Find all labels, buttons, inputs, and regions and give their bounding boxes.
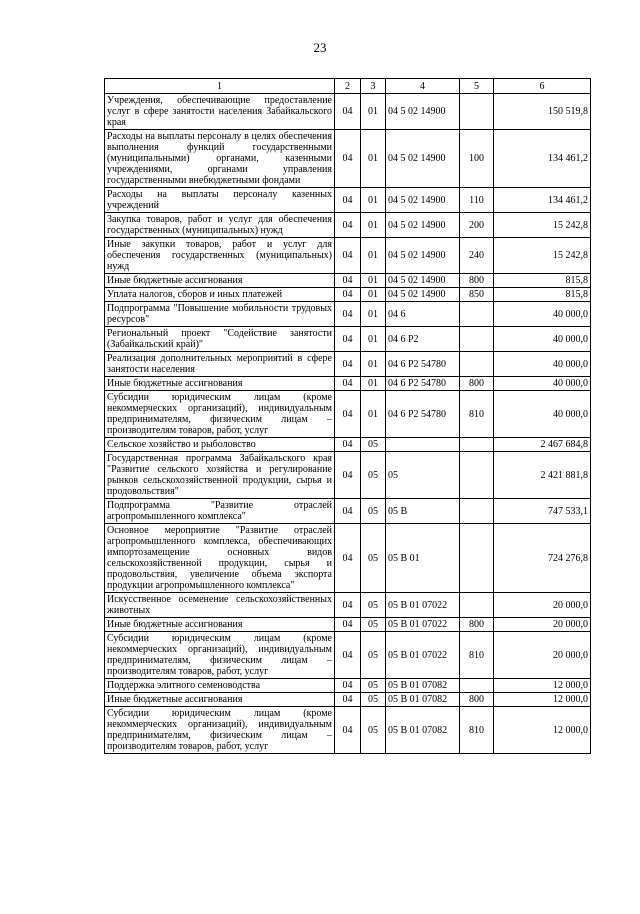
table-row <box>105 632 591 679</box>
row-target-code: 04 5 02 14900 <box>386 238 460 274</box>
row-target-code: 04 5 02 14900 <box>386 94 460 130</box>
table-row <box>105 391 591 438</box>
table-row <box>105 593 591 618</box>
row-amount: 150 519,8 <box>494 94 591 130</box>
row-target-code: 04 6 <box>386 302 460 327</box>
row-amount: 12 000,0 <box>494 707 591 754</box>
row-section: 04 <box>335 693 361 707</box>
row-section: 04 <box>335 188 361 213</box>
table-row <box>105 213 591 238</box>
row-subsection: 05 <box>361 632 386 679</box>
row-section: 04 <box>335 632 361 679</box>
row-section: 04 <box>335 707 361 754</box>
row-amount: 40 000,0 <box>494 302 591 327</box>
row-expense-type: 200 <box>460 213 494 238</box>
table-row <box>105 524 591 593</box>
row-expense-type: 800 <box>460 377 494 391</box>
row-expense-type: 800 <box>460 274 494 288</box>
row-expense-type: 810 <box>460 707 494 754</box>
row-target-code: 05 В 01 07022 <box>386 632 460 679</box>
row-section: 04 <box>335 274 361 288</box>
row-section: 04 <box>335 377 361 391</box>
table-row <box>105 707 591 754</box>
table-row <box>105 327 591 352</box>
row-amount: 15 242,8 <box>494 238 591 274</box>
row-amount: 40 000,0 <box>494 377 591 391</box>
row-section: 04 <box>335 130 361 188</box>
row-subsection: 05 <box>361 707 386 754</box>
row-target-code: 05 В 01 07082 <box>386 693 460 707</box>
page-number: 23 <box>313 40 327 55</box>
row-section: 04 <box>335 327 361 352</box>
row-name: Иные бюджетные ассигнования <box>105 693 335 707</box>
row-section: 04 <box>335 302 361 327</box>
row-section: 04 <box>335 524 361 593</box>
row-expense-type <box>460 499 494 524</box>
row-target-code: 04 6 P2 54780 <box>386 352 460 377</box>
row-name: Сельское хозяйство и рыболовство <box>105 438 335 452</box>
row-expense-type: 800 <box>460 693 494 707</box>
row-subsection: 01 <box>361 352 386 377</box>
table-header-row <box>105 79 591 94</box>
row-section: 04 <box>335 593 361 618</box>
budget-table <box>104 78 591 754</box>
row-subsection: 05 <box>361 452 386 499</box>
row-expense-type: 110 <box>460 188 494 213</box>
table-row <box>105 302 591 327</box>
row-expense-type <box>460 438 494 452</box>
row-target-code: 05 В 01 07022 <box>386 618 460 632</box>
table-row <box>105 274 591 288</box>
table-row <box>105 452 591 499</box>
row-amount: 2 467 684,8 <box>494 438 591 452</box>
table-row <box>105 377 591 391</box>
row-expense-type: 810 <box>460 632 494 679</box>
table-row <box>105 94 591 130</box>
row-section: 04 <box>335 352 361 377</box>
row-target-code: 05 В 01 07022 <box>386 593 460 618</box>
row-name: Иные бюджетные ассигнования <box>105 618 335 632</box>
row-name: Закупка товаров, работ и услуг для обеспечения государственных (муниципальных) нужд <box>105 213 335 238</box>
row-expense-type <box>460 593 494 618</box>
row-expense-type: 240 <box>460 238 494 274</box>
column-header-3: 3 <box>361 79 386 94</box>
row-amount: 20 000,0 <box>494 618 591 632</box>
row-target-code: 05 В 01 07082 <box>386 707 460 754</box>
column-header-1: 1 <box>105 79 335 94</box>
row-subsection: 05 <box>361 524 386 593</box>
table-row <box>105 499 591 524</box>
row-amount: 40 000,0 <box>494 352 591 377</box>
table-body <box>105 94 591 754</box>
row-target-code: 04 5 02 14900 <box>386 188 460 213</box>
row-target-code: 04 5 02 14900 <box>386 288 460 302</box>
table-row <box>105 438 591 452</box>
column-header-6: 6 <box>494 79 591 94</box>
row-target-code: 04 6 P2 <box>386 327 460 352</box>
table-row <box>105 618 591 632</box>
row-subsection: 01 <box>361 130 386 188</box>
row-target-code: 04 5 02 14900 <box>386 213 460 238</box>
row-expense-type <box>460 679 494 693</box>
row-expense-type <box>460 94 494 130</box>
row-subsection: 01 <box>361 288 386 302</box>
row-name: Расходы на выплаты персоналу казенных учреждений <box>105 188 335 213</box>
row-name: Уплата налогов, сборов и иных платежей <box>105 288 335 302</box>
row-name: Подпрограмма "Развитие отраслей агропромышленного комплекса" <box>105 499 335 524</box>
row-amount: 134 461,2 <box>494 188 591 213</box>
row-section: 04 <box>335 213 361 238</box>
row-name: Субсидии юридическим лицам (кроме некоммерческих организаций), индивидуальным предпринимателям, физическим лицам – производителям товаров, работ, услуг <box>105 632 335 679</box>
row-amount: 15 242,8 <box>494 213 591 238</box>
row-amount: 747 533,1 <box>494 499 591 524</box>
row-section: 04 <box>335 391 361 438</box>
row-section: 04 <box>335 438 361 452</box>
row-section: 04 <box>335 238 361 274</box>
row-amount: 815,8 <box>494 288 591 302</box>
row-subsection: 01 <box>361 94 386 130</box>
row-subsection: 01 <box>361 274 386 288</box>
row-subsection: 05 <box>361 593 386 618</box>
row-subsection: 05 <box>361 438 386 452</box>
row-target-code: 05 В 01 07082 <box>386 679 460 693</box>
row-subsection: 01 <box>361 238 386 274</box>
row-subsection: 01 <box>361 391 386 438</box>
table-row <box>105 188 591 213</box>
row-target-code: 04 6 P2 54780 <box>386 377 460 391</box>
row-subsection: 05 <box>361 618 386 632</box>
row-target-code: 04 6 P2 54780 <box>386 391 460 438</box>
table-row <box>105 130 591 188</box>
row-expense-type <box>460 352 494 377</box>
row-amount: 12 000,0 <box>494 693 591 707</box>
row-name: Реализация дополнительных мероприятий в сфере занятости населения <box>105 352 335 377</box>
row-amount: 40 000,0 <box>494 391 591 438</box>
row-name: Иные закупки товаров, работ и услуг для обеспечения государственных (муниципальных) нужд <box>105 238 335 274</box>
row-section: 04 <box>335 618 361 632</box>
table-row <box>105 693 591 707</box>
row-subsection: 05 <box>361 499 386 524</box>
row-target-code: 05 В 01 <box>386 524 460 593</box>
row-name: Поддержка элитного семеноводства <box>105 679 335 693</box>
row-amount: 134 461,2 <box>494 130 591 188</box>
row-section: 04 <box>335 288 361 302</box>
row-expense-type <box>460 524 494 593</box>
column-header-4: 4 <box>386 79 460 94</box>
row-section: 04 <box>335 679 361 693</box>
row-name: Государственная программа Забайкальского края "Развитие сельского хозяйства и регулирование рынков сельскохозяйственной продукции, сырья и продовольствия" <box>105 452 335 499</box>
row-subsection: 05 <box>361 693 386 707</box>
column-header-2: 2 <box>335 79 361 94</box>
row-amount: 724 276,8 <box>494 524 591 593</box>
row-subsection: 01 <box>361 213 386 238</box>
row-name: Иные бюджетные ассигнования <box>105 377 335 391</box>
row-section: 04 <box>335 94 361 130</box>
row-subsection: 05 <box>361 679 386 693</box>
table-row <box>105 352 591 377</box>
row-section: 04 <box>335 499 361 524</box>
table-row <box>105 288 591 302</box>
row-expense-type: 800 <box>460 618 494 632</box>
row-name: Региональный проект "Содействие занятости (Забайкальский край)" <box>105 327 335 352</box>
row-subsection: 01 <box>361 302 386 327</box>
row-name: Основное мероприятие "Развитие отраслей агропромышленного комплекса, обеспечивающих импортозамещение основных видов сельскохозяйственной продукции, сырья и продовольствия, увеличение объема экспорта продукции агропромышленного комплекса" <box>105 524 335 593</box>
row-expense-type: 100 <box>460 130 494 188</box>
row-name: Субсидии юридическим лицам (кроме некоммерческих организаций), индивидуальным предпринимателям, физическим лицам – производителям товаров, работ, услуг <box>105 391 335 438</box>
row-amount: 20 000,0 <box>494 593 591 618</box>
row-name: Расходы на выплаты персоналу в целях обеспечения выполнения функций государственными (муниципальными) органами, казенными учреждениями, органами управления государственными внебюджетными фондами <box>105 130 335 188</box>
row-amount: 815,8 <box>494 274 591 288</box>
row-amount: 20 000,0 <box>494 632 591 679</box>
row-name: Подпрограмма "Повышение мобильности трудовых ресурсов" <box>105 302 335 327</box>
row-section: 04 <box>335 452 361 499</box>
table-row <box>105 238 591 274</box>
row-name: Искусственное осеменение сельскохозяйственных животных <box>105 593 335 618</box>
row-subsection: 01 <box>361 377 386 391</box>
row-amount: 12 000,0 <box>494 679 591 693</box>
row-target-code: 04 5 02 14900 <box>386 130 460 188</box>
table-row <box>105 679 591 693</box>
row-subsection: 01 <box>361 188 386 213</box>
row-target-code: 04 5 02 14900 <box>386 274 460 288</box>
column-header-5: 5 <box>460 79 494 94</box>
row-name: Учреждения, обеспечивающие предоставление услуг в сфере занятости населения Забайкальского края <box>105 94 335 130</box>
row-expense-type: 810 <box>460 391 494 438</box>
row-target-code: 05 <box>386 452 460 499</box>
row-subsection: 01 <box>361 327 386 352</box>
row-amount: 2 421 881,8 <box>494 452 591 499</box>
row-name: Субсидии юридическим лицам (кроме некоммерческих организаций), индивидуальным предпринимателям, физическим лицам – производителям товаров, работ, услуг <box>105 707 335 754</box>
row-expense-type <box>460 452 494 499</box>
row-expense-type: 850 <box>460 288 494 302</box>
row-expense-type <box>460 302 494 327</box>
row-expense-type <box>460 327 494 352</box>
row-amount: 40 000,0 <box>494 327 591 352</box>
row-name: Иные бюджетные ассигнования <box>105 274 335 288</box>
row-target-code: 05 В <box>386 499 460 524</box>
row-target-code <box>386 438 460 452</box>
